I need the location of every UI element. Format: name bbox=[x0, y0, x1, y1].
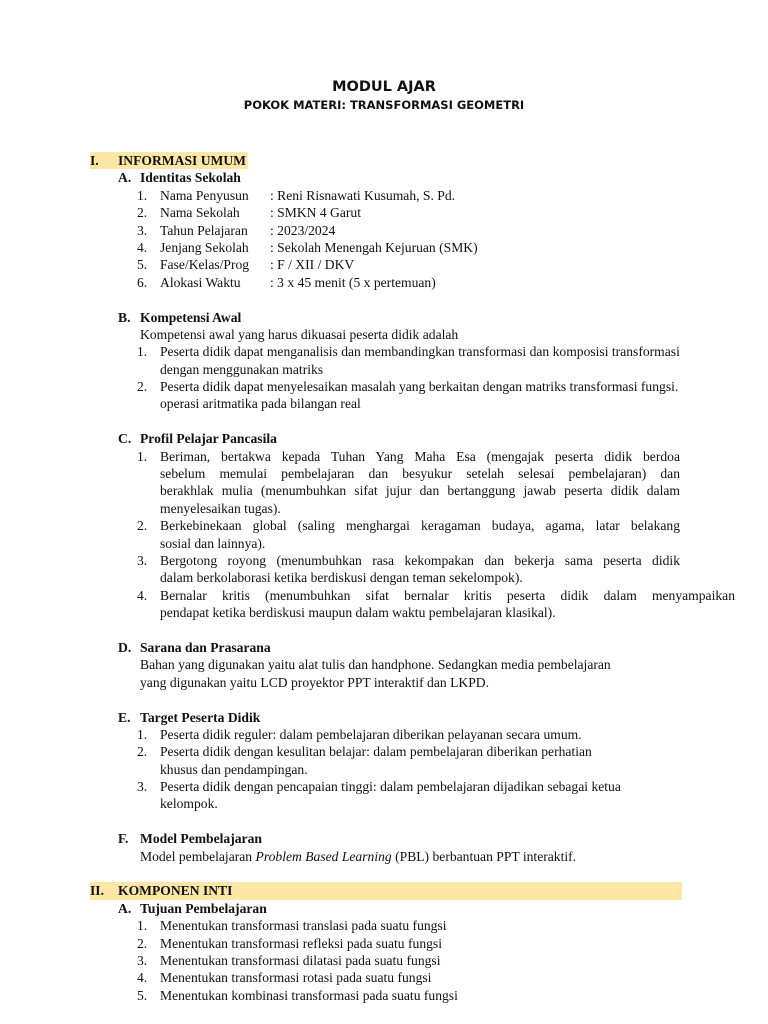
list-item bbox=[137, 552, 768, 587]
subsection-label: Identitas Sekolah bbox=[140, 170, 241, 186]
list-item bbox=[137, 448, 768, 518]
section-heading-highlight bbox=[90, 882, 682, 899]
identity-value: : SMKN 4 Garut bbox=[270, 205, 362, 221]
section-heading bbox=[90, 152, 768, 169]
text: Model pembelajaran bbox=[140, 848, 256, 864]
paragraph-line bbox=[140, 848, 768, 865]
list-item bbox=[137, 587, 768, 622]
subsection-letter: A. bbox=[118, 900, 132, 916]
list-number: 3. bbox=[137, 952, 148, 968]
identity-row bbox=[137, 187, 768, 204]
list-item-line: menyelesaikan tugas). bbox=[160, 500, 281, 516]
subsection-label: Kompetensi Awal bbox=[140, 309, 242, 325]
subsection-letter: A. bbox=[118, 170, 132, 186]
subsection-letter: D. bbox=[118, 639, 132, 655]
identity-line bbox=[160, 256, 768, 273]
list-item-line: khusus dan pendampingan. bbox=[160, 761, 308, 777]
list-number: 2. bbox=[137, 379, 148, 395]
subsection-letter: F. bbox=[118, 831, 129, 847]
subsection-label: Tujuan Pembelajaran bbox=[140, 900, 267, 916]
section-label: INFORMASI UMUM bbox=[118, 153, 246, 168]
subsection-heading bbox=[118, 169, 768, 186]
identity-value: : Reni Risnawati Kusumah, S. Pd. bbox=[270, 187, 456, 203]
list-number: 5. bbox=[137, 987, 148, 1003]
list-number: 3. bbox=[137, 779, 148, 795]
list-item bbox=[137, 726, 768, 743]
subsection-heading bbox=[118, 900, 768, 917]
list-item-line: Peserta didik reguler: dalam pembelajaran diberikan pelayanan secara umum. bbox=[160, 726, 582, 742]
section-heading bbox=[90, 882, 768, 899]
subsection-label: Target Peserta Didik bbox=[140, 709, 261, 725]
paragraph-line: Kompetensi awal yang harus dikuasai peserta didik adalah bbox=[140, 326, 459, 342]
subsection-heading bbox=[118, 830, 768, 847]
identity-line bbox=[160, 222, 768, 239]
identity-row bbox=[137, 239, 768, 256]
section-heading-highlight bbox=[90, 152, 248, 169]
identity-key: Nama Penyusun bbox=[160, 187, 249, 203]
paragraph-line: Bahan yang digunakan yaitu alat tulis dan handphone. Sedangkan media pembelajaran bbox=[140, 657, 611, 673]
section-label: KOMPONEN INTI bbox=[118, 883, 233, 899]
list-number: 2. bbox=[137, 935, 148, 951]
list-item-line: Bernalar kritis (menumbuhkan sifat bernalar kritis peserta didik dalam menyampaikan bbox=[160, 587, 735, 603]
list-item-line: Bergotong royong (menumbuhkan rasa kekompakan dan bekerja sama peserta didik bbox=[160, 552, 680, 568]
list-item bbox=[137, 952, 768, 969]
subsection-letter: C. bbox=[118, 431, 132, 447]
list-item bbox=[137, 778, 768, 813]
list-item-line: Peserta didik dengan kesulitan belajar: dalam pembelajaran diberikan perhatian bbox=[160, 744, 592, 760]
list-item bbox=[137, 969, 768, 986]
spacer bbox=[0, 413, 768, 430]
list-number: 4. bbox=[137, 970, 148, 986]
identity-line bbox=[160, 239, 768, 256]
identity-line bbox=[160, 274, 768, 291]
list-item-line: Menentukan kombinasi transformasi pada suatu fungsi bbox=[160, 987, 458, 1003]
identity-row bbox=[137, 204, 768, 221]
list-number: 4. bbox=[137, 587, 148, 603]
identity-value: : F / XII / DKV bbox=[270, 257, 355, 273]
list-item-line: sebelum memulai pembelajaran dan besyukur setelah selesai pembelajaran) dan bbox=[160, 466, 680, 482]
spacer bbox=[0, 813, 768, 830]
list-item-line: sosial dan lainnya). bbox=[160, 535, 266, 551]
list-item-line: dalam berkolaborasi ketika berdiskusi dengan teman sekelompok). bbox=[160, 570, 523, 586]
list-number: 2. bbox=[137, 205, 148, 221]
subsection-label: Sarana dan Prasarana bbox=[140, 639, 271, 655]
list-item-line: operasi aritmatika pada bilangan real bbox=[160, 396, 361, 412]
identity-key: Tahun Pelajaran bbox=[160, 222, 248, 238]
list-item-line: dengan menggunakan matriks bbox=[160, 361, 324, 377]
list-item bbox=[137, 743, 768, 778]
identity-row bbox=[137, 222, 768, 239]
subsection-heading bbox=[118, 309, 768, 326]
subsection-heading bbox=[118, 430, 768, 447]
list-number: 1. bbox=[137, 918, 148, 934]
list-number: 5. bbox=[137, 257, 148, 273]
document-subtitle: POKOK MATERI: TRANSFORMASI GEOMETRI bbox=[243, 98, 525, 112]
identity-key: Alokasi Waktu bbox=[160, 274, 241, 290]
italic-term: Problem Based Learning bbox=[255, 848, 392, 864]
document-title: MODUL AJAR bbox=[332, 79, 436, 95]
spacer bbox=[0, 291, 768, 308]
list-item-line: pendapat ketika berdiskusi maupun dalam waktu pembelajaran klasikal). bbox=[160, 605, 556, 621]
list-item-line: Menentukan transformasi dilatasi pada suatu fungsi bbox=[160, 952, 441, 968]
list-number: 6. bbox=[137, 274, 148, 290]
subsection-label: Profil Pelajar Pancasila bbox=[140, 431, 277, 447]
subsection-letter: E. bbox=[118, 709, 131, 725]
list-item bbox=[137, 517, 768, 552]
identity-key: Fase/Kelas/Prog bbox=[160, 257, 250, 273]
list-item-line: Berkebinekaan global (saling menghargai keragaman budaya, agama, latar belakang bbox=[160, 518, 680, 534]
subsection-label: Model Pembelajaran bbox=[140, 831, 262, 847]
list-item bbox=[137, 343, 768, 378]
list-item-line: Peserta didik dapat menyelesaikan masalah yang berkaitan dengan matriks transformasi fungsi. bbox=[160, 379, 679, 395]
identity-row bbox=[137, 274, 768, 291]
list-number: 2. bbox=[137, 518, 148, 534]
subsection-heading bbox=[118, 639, 768, 656]
list-item-line: Beriman, bertakwa kepada Tuhan Yang Maha Esa (mengajak peserta didik berdoa bbox=[160, 448, 680, 464]
list-number: 1. bbox=[137, 448, 148, 464]
identity-line bbox=[160, 187, 768, 204]
list-item-line: Peserta didik dapat menganalisis dan membandingkan transformasi dan komposisi transformasi bbox=[160, 344, 680, 360]
list-item bbox=[137, 917, 768, 934]
identity-row bbox=[137, 256, 768, 273]
subsection-letter: B. bbox=[118, 309, 131, 325]
list-number: 1. bbox=[137, 187, 148, 203]
identity-value: : 2023/2024 bbox=[270, 222, 336, 238]
identity-value: : Sekolah Menengah Kejuruan (SMK) bbox=[270, 239, 478, 255]
list-item-line: Menentukan transformasi translasi pada suatu fungsi bbox=[160, 918, 447, 934]
identity-line bbox=[160, 204, 768, 221]
identity-value: : 3 x 45 menit (5 x pertemuan) bbox=[270, 274, 436, 290]
list-item bbox=[137, 378, 768, 413]
section-number: II. bbox=[90, 883, 104, 899]
spacer bbox=[0, 691, 768, 708]
section-number: I. bbox=[90, 153, 99, 168]
document-body bbox=[0, 152, 768, 1004]
identity-key: Jenjang Sekolah bbox=[160, 239, 249, 255]
list-number: 2. bbox=[137, 744, 148, 760]
list-item-line: Peserta didik dengan pencapaian tinggi: dalam pembelajaran dijadikan sebagai ketua bbox=[160, 779, 621, 795]
spacer bbox=[0, 622, 768, 639]
list-item-line: kelompok. bbox=[160, 796, 218, 812]
list-number: 1. bbox=[137, 344, 148, 360]
list-number: 1. bbox=[137, 726, 148, 742]
list-item-line: Menentukan transformasi rotasi pada suatu fungsi bbox=[160, 970, 432, 986]
spacer bbox=[0, 865, 768, 882]
subsection-heading bbox=[118, 709, 768, 726]
list-number: 3. bbox=[137, 552, 148, 568]
paragraph-line: yang digunakan yaitu LCD proyektor PPT interaktif dan LKPD. bbox=[140, 674, 489, 690]
identity-key: Nama Sekolah bbox=[160, 205, 240, 221]
list-item-line: Menentukan transformasi refleksi pada suatu fungsi bbox=[160, 935, 442, 951]
list-number: 3. bbox=[137, 222, 148, 238]
list-item-line: berakhlak mulia (menumbuhkan sifat jujur dan bertanggung jawab peserta didik dalam bbox=[160, 483, 680, 499]
text: (PBL) berbantuan PPT interaktif. bbox=[391, 848, 577, 864]
list-item bbox=[137, 935, 768, 952]
list-item bbox=[137, 987, 768, 1004]
list-number: 4. bbox=[137, 239, 148, 255]
